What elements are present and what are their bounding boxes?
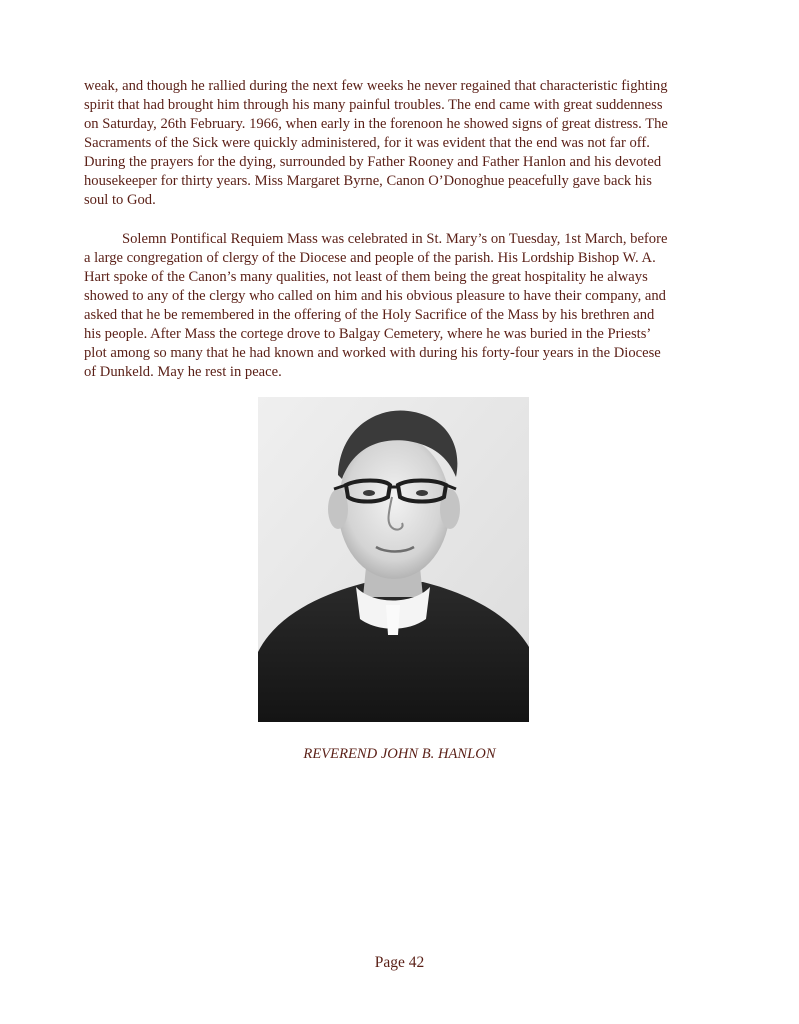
paragraph-line: Hart spoke of the Canon’s many qualities, not least of them being the great hospitality he always [84,269,648,285]
paragraph-line: of Dunkeld. May he rest in peace. [84,364,282,380]
photo-caption: REVEREND JOHN B. HANLON [303,746,496,762]
paragraph-line: showed to any of the clergy who called on him and his obvious pleasure to have their company, and [84,288,666,304]
paragraph-line: weak, and though he rallied during the next few weeks he never regained that characteristic fighting [84,78,668,94]
paragraph-line: spirit that had brought him through his many painful troubles. The end came with great suddenness [84,97,663,113]
portrait-illustration [258,397,529,722]
paragraph-line: plot among so many that he had known and worked with during his forty-four years in the Diocese [84,345,661,361]
page-number: Page 42 [374,954,425,971]
paragraph-1 [84,77,712,210]
portrait-photo [258,397,529,722]
paragraph-2 [84,230,712,382]
paragraph-line: his people. After Mass the cortege drove to Balgay Cemetery, where he was buried in the Priests’ [84,326,652,342]
paragraph-line: During the prayers for the dying, surrounded by Father Rooney and Father Hanlon and his devoted [84,154,662,170]
paragraph-line: on Saturday, 26th February. 1966, when early in the forenoon he showed signs of great distress. The [84,116,668,132]
paragraph-line: Solemn Pontifical Requiem Mass was celebrated in St. Mary’s on Tuesday, 1st March, before [122,231,668,247]
paragraph-line: housekeeper for thirty years. Miss Margaret Byrne, Canon O’Donoghue peacefully gave back his [84,173,652,189]
paragraph-line: a large congregation of clergy of the Diocese and people of the parish. His Lordship Bishop W. A. [84,250,656,266]
paragraph-line: soul to God. [84,192,156,208]
paragraph-line: Sacraments of the Sick were quickly administered, for it was evident that the end was not far off. [84,135,650,151]
paragraph-line: asked that he be remembered in the offering of the Holy Sacrifice of the Mass by his brethren and [84,307,655,323]
